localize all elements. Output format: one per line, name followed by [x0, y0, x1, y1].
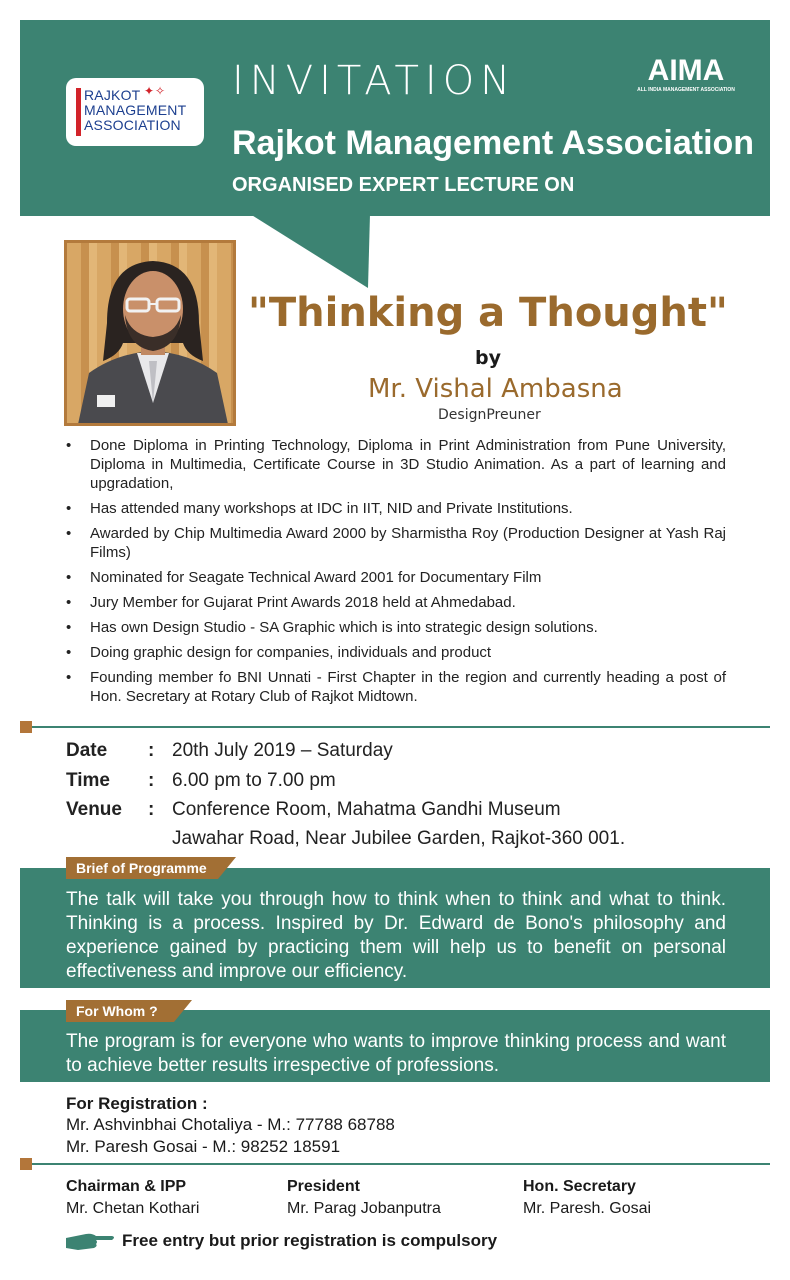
- registration-contact-2: Mr. Paresh Gosai - M.: 98252 18591: [66, 1137, 341, 1156]
- time-label: Time: [66, 770, 111, 791]
- speaker-credentials-list: [66, 436, 726, 712]
- aima-logo: [636, 56, 736, 94]
- brief-tag: Brief of Programme: [66, 857, 218, 879]
- list-item: • Has attended many workshops at IDC in IIT, NID and Private Institutions.: [66, 500, 573, 517]
- list-item: • Nominated for Seagate Technical Award 2001 for Documentary Film: [66, 569, 542, 586]
- aima-logo-name: AIMA: [647, 54, 725, 87]
- speech-tail: [250, 214, 380, 290]
- registration-title: For Registration :: [66, 1094, 208, 1113]
- registration-contact-1: Mr. Ashvinbhai Chotaliya - M.: 77788 68788: [66, 1115, 395, 1134]
- pointing-hand-icon: [66, 1232, 116, 1252]
- officer-chairman: Chairman & IPP Mr. Chetan Kothari: [66, 1178, 200, 1217]
- venue-label: Venue: [66, 799, 122, 820]
- venue-line2: Jawahar Road, Near Jubilee Garden, Rajkot-360 001.: [172, 828, 626, 849]
- bullet-icon: •: [66, 569, 72, 586]
- footer-note: Free entry but prior registration is compulsory: [122, 1231, 498, 1250]
- organised-subtitle: ORGANISED EXPERT LECTURE ON: [232, 174, 575, 196]
- list-item: • Awarded by Chip Multimedia Award 2000 by Sharmistha Roy (Production Designer at Yash Raj Films): [66, 525, 726, 561]
- aima-logo-full: ALL INDIA MANAGEMENT ASSOCIATION: [637, 87, 735, 93]
- list-item: • Doing graphic design for companies, individuals and product: [66, 644, 492, 661]
- rma-logo: [66, 78, 204, 146]
- bullet-icon: •: [66, 500, 72, 517]
- bullet-icon: •: [66, 525, 72, 542]
- bullet-icon: •: [66, 437, 72, 454]
- speaker-portrait-icon: [67, 243, 236, 426]
- rma-logo-line3: ASSOCIATION: [84, 117, 181, 133]
- brief-text: The talk will take you through how to think when to think and what to think. Thinking is a process. Inspired by Dr. Edward de Bono's philosophy and experience gained by practicing them will help us to benefit on personal effectiveness and improve our efficiency.: [66, 889, 726, 982]
- list-item: • Has own Design Studio - SA Graphic which is into strategic design solutions.: [66, 619, 598, 636]
- rma-logo-line2: MANAGEMENT: [84, 102, 187, 118]
- bullet-icon: •: [66, 619, 72, 636]
- bullet-icon: •: [66, 644, 72, 661]
- time-value: 6.00 pm to 7.00 pm: [172, 770, 336, 791]
- list-item: • Founding member fo BNI Unnati - First Chapter in the region and currently heading a post of Hon. Secretary at Rotary Club of Rajkot Midtown.: [66, 669, 726, 705]
- officer-secretary: Hon. Secretary Mr. Paresh. Gosai: [523, 1178, 652, 1217]
- for-whom-tag: For Whom ?: [66, 1000, 174, 1022]
- list-item: • Done Diploma in Printing Technology, Diploma in Print Administration from Pune University, Diploma in Multimedia, Certificate Course in 3D Studio Animation. As a part of learning and upgradation,: [66, 437, 726, 492]
- date-label: Date: [66, 740, 108, 761]
- rma-logo-line1: RAJKOT: [84, 87, 141, 103]
- speaker-name: Mr. Vishal Ambasna: [368, 374, 623, 404]
- section-divider-2: [20, 1163, 770, 1165]
- venue-line1: Conference Room, Mahatma Gandhi Museum: [172, 799, 561, 820]
- speaker-photo: [64, 240, 236, 426]
- invitation-heading: INVITATION: [232, 58, 517, 104]
- stars-icon: ✦✧: [144, 84, 167, 98]
- by-label: by: [475, 347, 501, 369]
- section-divider: [20, 726, 770, 728]
- bullet-icon: •: [66, 669, 72, 686]
- invitation-page: RAJKOT MANAGEMENT ASSOCIATION ✦✧ INVITATION AIMA ALL INDIA MANAGEMENT ASSOCIATION Rajkot Management Association ORGANISED EXPERT LECTURE ON "Thinking a Thought" by Mr. Vishal Ambasna DesignPreuner • Done Diploma in Printing Technology, Diploma in Print Administration from Pune University, Diploma in Multimedia, Certificate Course in 3D Studio Animation. As a part of learning and upgradation, • Has attended many workshops at IDC in IIT, NID and Private Institutions. • Awarded by Chip Multimedia Award 2000 by Sharmistha Roy (Production Designer at Yash Raj Films) • Nominated for Seagate Technical Award 2001 for Documentary Film • Jury Member for Gujarat Print Awards 2018 held at Ahmedabad. • Has own Design Studio - SA Graphic which is into strategic design solutions. • Doing graphic design for companies, individuals and product • Founding member fo BNI Unnati - First Chapter in the region and currently heading a post of Hon. Secretary at Rotary Club of Rajkot Midtown. Date : 20th July 2019 – Saturday Time : 6.00 pm to 7.00 pm Venue : Conference Room, Mahatma Gandhi Museum Jawahar Road, Near Jubilee Garden, Rajkot-360 001. The talk will take you through how to think when to think and what to think. Thinking is a process. Inspired by Dr. Edward de Bono's philosophy and experience gained by practicing them will help us to benefit on personal effectiveness and improve our efficiency. Brief of Programme The program is for everyone who wants to improve thinking process and want to achieve better results irrespective of professions. For Whom ? For Registration : Mr. Ashvinbhai Chotaliya - M.: 77788 68788 Mr. Paresh Gosai - M.: 98252 18591 Chairman & IPP Mr. Chetan Kothari President Mr. Parag Jobanputra Hon. Secretary Mr. Paresh. Gosai Free entry but prior registration is compulsory: [0, 0, 790, 1280]
- date-value: 20th July 2019 – Saturday: [172, 740, 393, 761]
- bullet-icon: •: [66, 594, 72, 611]
- lecture-title: "Thinking a Thought": [248, 290, 728, 336]
- speaker-role: DesignPreuner: [438, 407, 541, 423]
- for-whom-text: The program is for everyone who wants to improve thinking process and want to achieve better results irrespective of professions.: [66, 1031, 726, 1076]
- officer-president: President Mr. Parag Jobanputra: [287, 1178, 441, 1217]
- rma-logo-bar: [76, 88, 81, 136]
- association-title: Rajkot Management Association: [232, 124, 755, 162]
- brief-box: [20, 868, 770, 988]
- list-item: • Jury Member for Gujarat Print Awards 2018 held at Ahmedabad.: [66, 594, 516, 611]
